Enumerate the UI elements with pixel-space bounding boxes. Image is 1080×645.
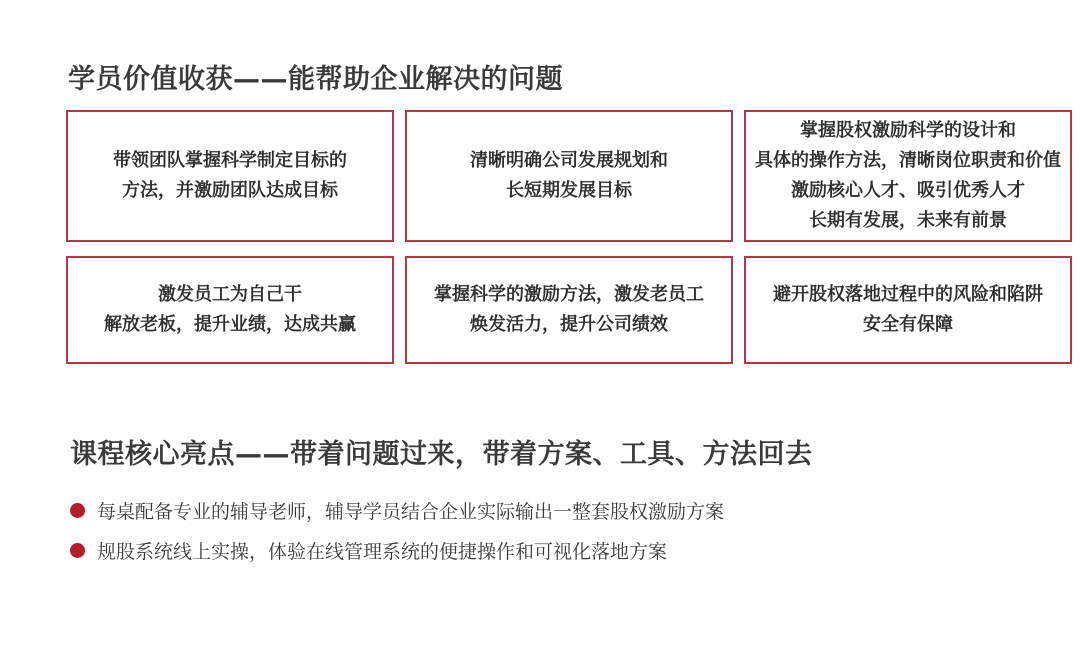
value-card-4 [66, 256, 394, 364]
value-card-grid [66, 110, 1072, 364]
value-card-text: 掌握科学的激励方法，激发老员工 焕发活力，提升公司绩效 [434, 284, 704, 335]
highlight-list [70, 490, 724, 570]
highlight-text: 规股系统线上实操，体验在线管理系统的便捷操作和可视化落地方案 [97, 540, 668, 563]
section-title-value-gains: 学员价值收获——能帮助企业解决的问题 [68, 64, 563, 95]
value-card-6 [744, 256, 1072, 364]
value-card-text: 掌握股权激励科学的设计和 具体的操作方法，清晰岗位职责和价值 激励核心人才、吸引优秀人才 长期有发展，未来有前景 [755, 120, 1061, 231]
value-card-text: 清晰明确公司发展规划和 长短期发展目标 [470, 150, 668, 201]
value-card-3 [744, 110, 1072, 242]
highlight-list-item [70, 490, 724, 530]
value-card-text: 避开股权落地过程中的风险和陷阱 安全有保障 [773, 284, 1043, 335]
bullet-dot-icon [70, 503, 85, 518]
value-card-text: 带领团队掌握科学制定目标的 方法，并激励团队达成目标 [113, 150, 347, 201]
section-title-course-highlights: 课程核心亮点——带着问题过来，带着方案、工具、方法回去 [70, 439, 813, 470]
highlight-text: 每桌配备专业的辅导老师，辅导学员结合企业实际输出一整套股权激励方案 [97, 500, 725, 523]
bullet-dot-icon [70, 543, 85, 558]
value-card-1 [66, 110, 394, 242]
value-card-2 [405, 110, 733, 242]
value-card-text: 激发员工为自己干 解放老板，提升业绩，达成共赢 [104, 284, 356, 335]
value-card-5 [405, 256, 733, 364]
highlight-list-item [70, 530, 724, 570]
